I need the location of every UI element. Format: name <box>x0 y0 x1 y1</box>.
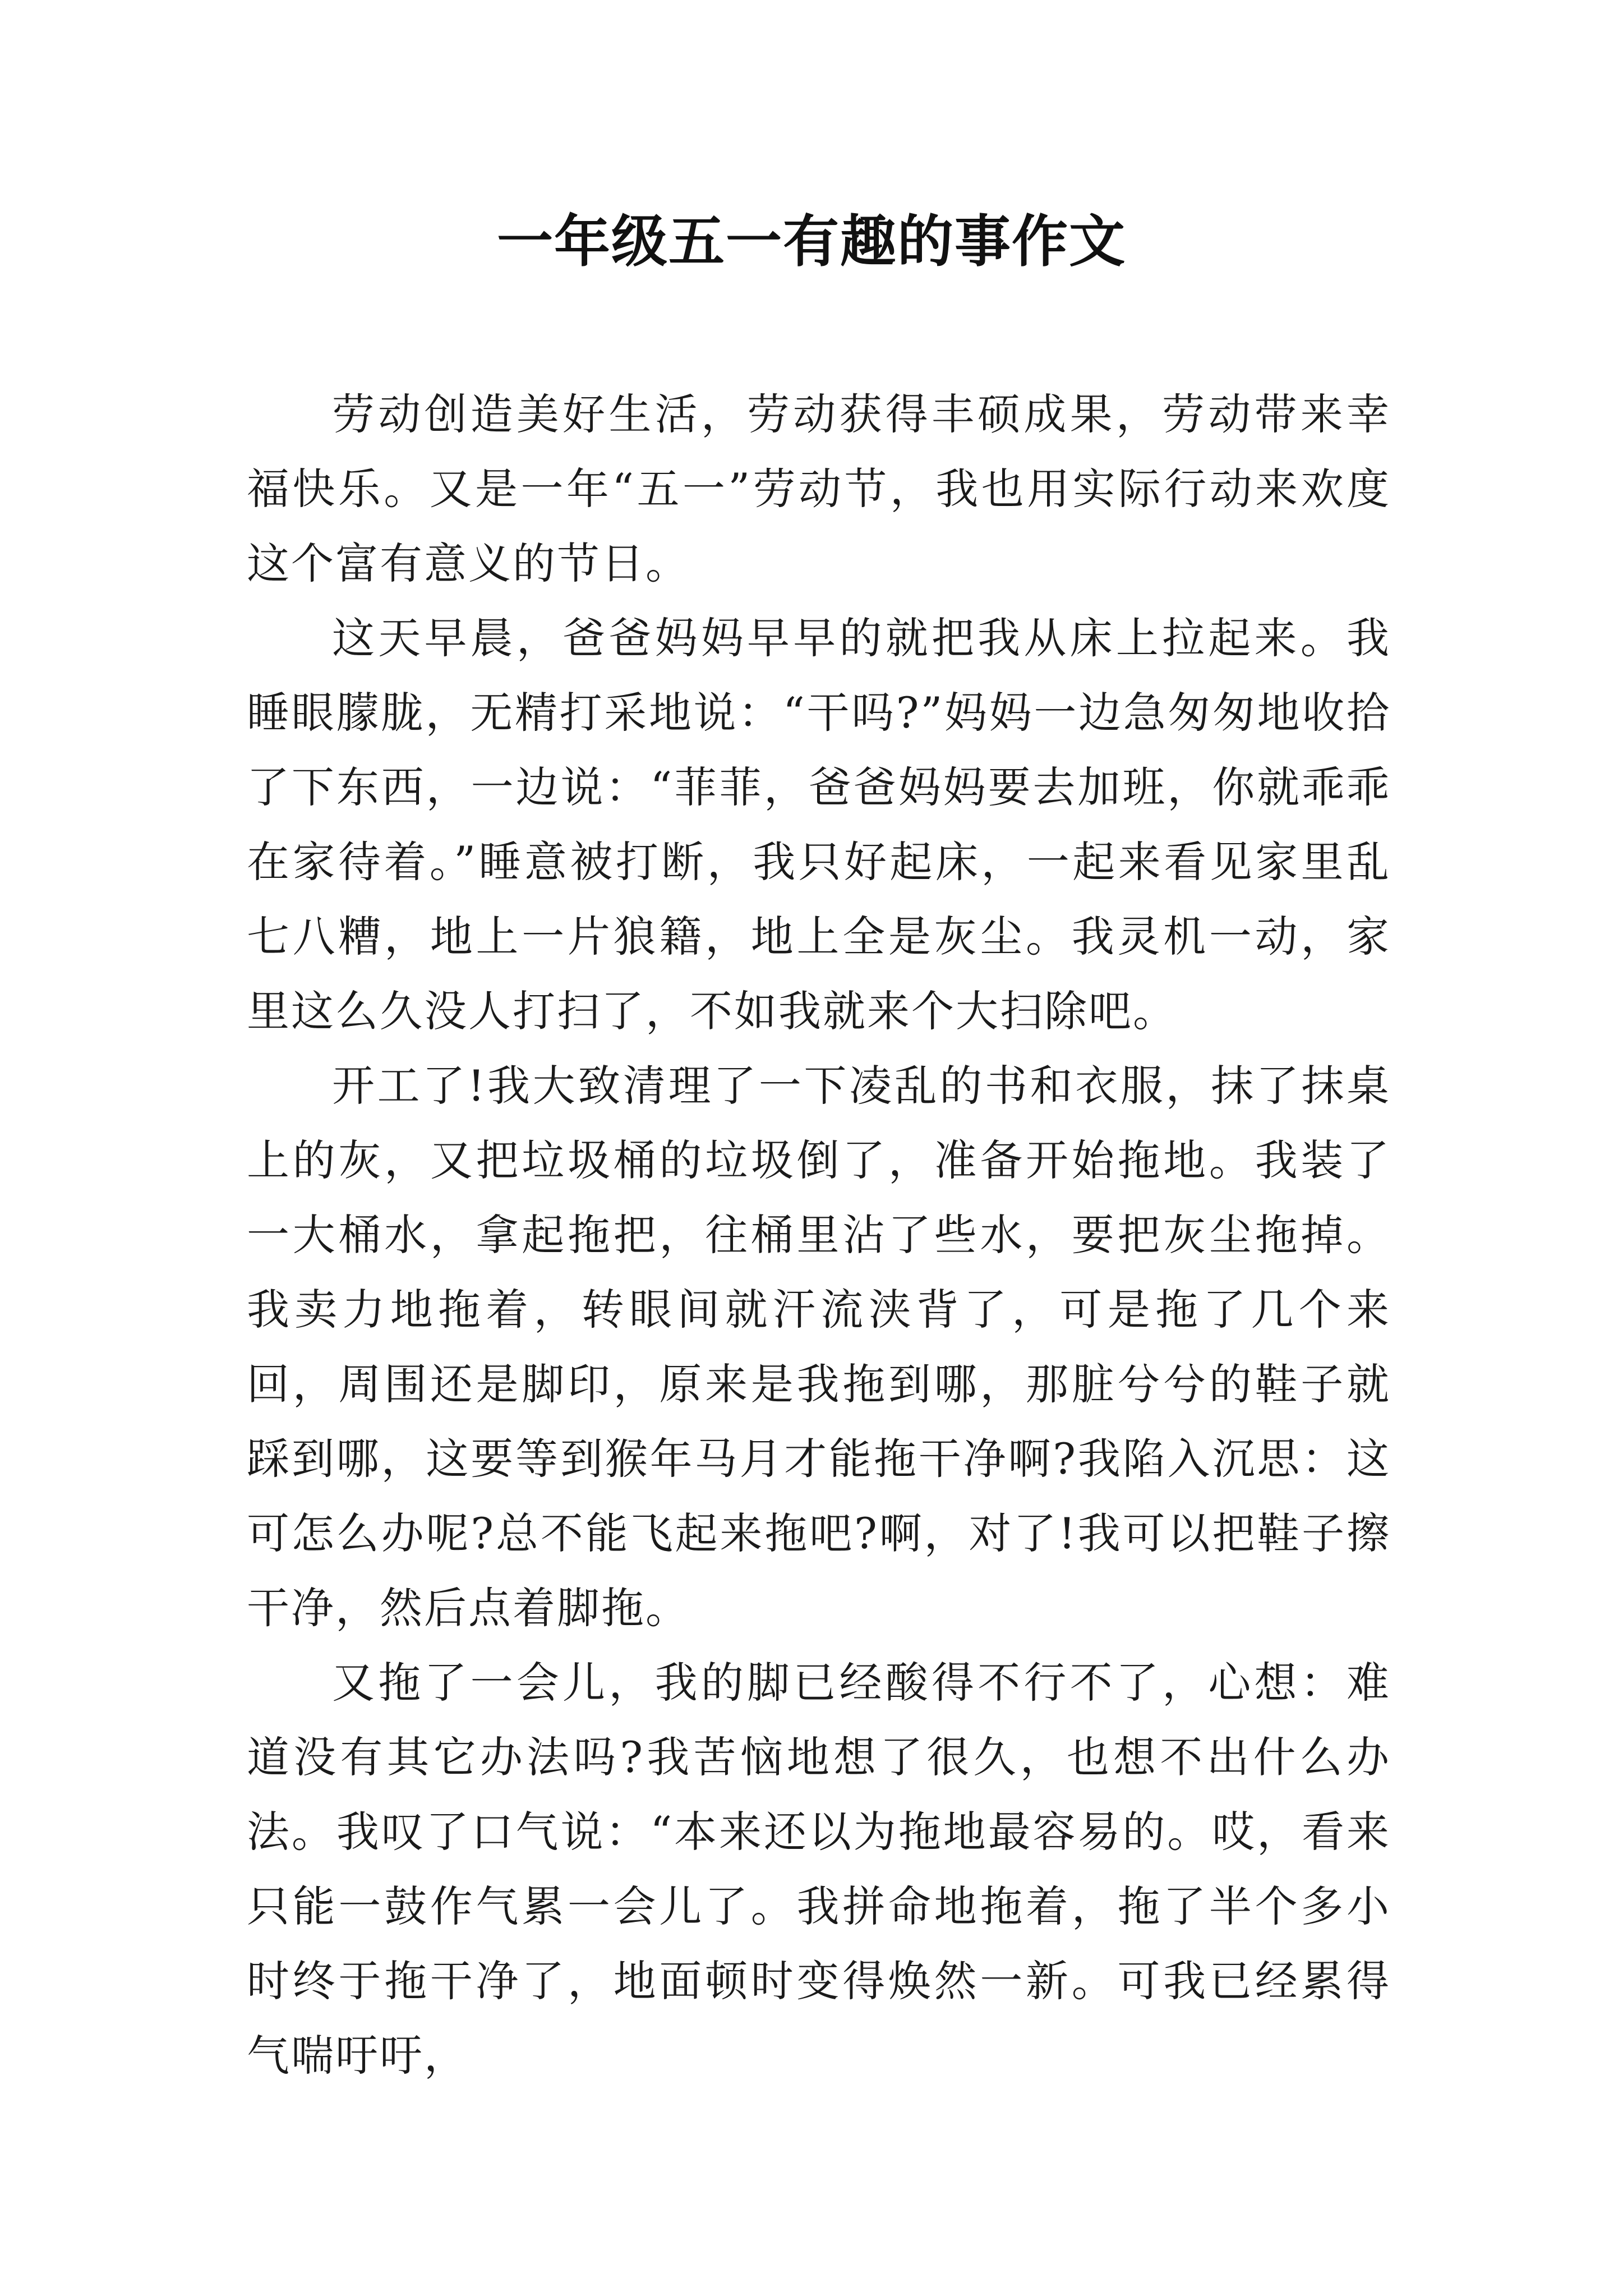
paragraph: 开工了!我大致清理了一下凌乱的书和衣服，抹了抹桌上的灰，又把垃圾桶的垃圾倒了，准备开始拖地。我装了一大桶水，拿起拖把，往桶里沾了些水，要把灰尘拖掉。我卖力地拖着，转眼间就汗流浃背了，可是拖了几个来回，周围还是脚印，原来是我拖到哪，那脏兮兮的鞋子就踩到哪，这要等到猴年马月才能拖干净啊?我陷入沉思：这可怎么办呢?总不能飞起来拖吧?啊，对了!我可以把鞋子擦干净，然后点着脚拖。 <box>247 1061 1391 1633</box>
document-body <box>247 377 1391 2093</box>
document-title: 一年级五一有趣的事作文 <box>497 208 1126 274</box>
paragraph: 这天早晨，爸爸妈妈早早的就把我从床上拉起来。我睡眼朦胧，无精打采地说：“干吗?”妈妈一边急匆匆地收拾了下东西，一边说：“菲菲，爸爸妈妈要去加班，你就乖乖在家待着。”睡意被打断，我只好起床，一起来看见家里乱七八糟，地上一片狼籍，地上全是灰尘。我灵机一动，家里这么久没人打扫了，不如我就来个大扫除吧。 <box>247 613 1391 1036</box>
paragraph: 劳动创造美好生活，劳动获得丰硕成果，劳动带来幸福快乐。又是一年“五一”劳动节，我也用实际行动来欢度这个富有意义的节日。 <box>247 389 1391 588</box>
paragraph: 又拖了一会儿，我的脚已经酸得不行不了，心想：难道没有其它办法吗?我苦恼地想了很久，也想不出什么办法。我叹了口气说：“本来还以为拖地最容易的。哎，看来只能一鼓作气累一会儿了。我拼命地拖着，拖了半个多小时终于拖干净了，地面顿时变得焕然一新。可我已经累得气喘吁吁， <box>247 1658 1391 2081</box>
